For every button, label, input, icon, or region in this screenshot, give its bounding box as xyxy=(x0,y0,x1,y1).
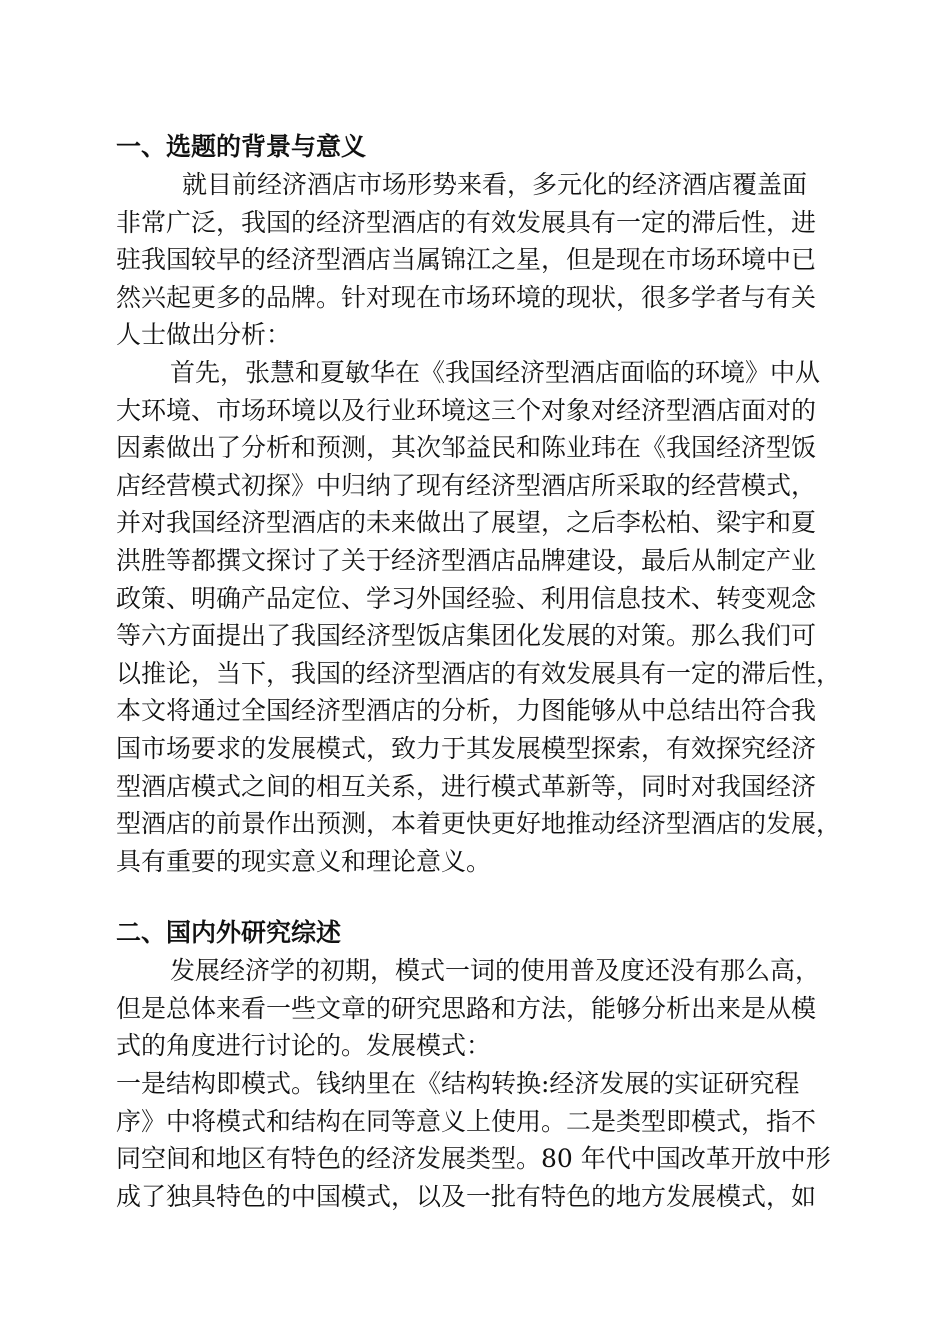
paragraph-line: 具有重要的现实意义和理论意义。 xyxy=(116,846,492,876)
paragraph-line: 国市场要求的发展模式，致力于其发展模型探索，有效探究经济 xyxy=(116,733,817,763)
paragraph-line: 序》中将模式和结构在同等意义上使用。二是类型即模式，指不 xyxy=(116,1106,817,1136)
paragraph-line: 政策、明确产品定位、学习外国经验、利用信息技术、转变观念 xyxy=(116,583,817,613)
paragraph-line: 型酒店的前景作出预测，本着更快更好地推动经济型酒店的发展， xyxy=(116,809,842,839)
paragraph-line: 大环境、市场环境以及行业环境这三个对象对经济型酒店面对的 xyxy=(116,395,817,425)
paragraph-line: 等六方面提出了我国经济型饭店集团化发展的对策。那么我们可 xyxy=(116,621,817,651)
document-body xyxy=(116,128,868,1215)
paragraph-line: 型酒店模式之间的相互关系，进行模式革新等，同时对我国经济 xyxy=(116,771,817,801)
paragraph-line: 因素做出了分析和预测，其次邹益民和陈业玮在《我国经济型饭 xyxy=(116,433,817,463)
paragraph-line: 式的角度进行讨论的。发展模式： xyxy=(116,1031,492,1061)
paragraph-line: 一是结构即模式。钱纳里在《结构转换:经济发展的实证研究程 xyxy=(116,1069,800,1099)
paragraph-line: 本文将通过全国经济型酒店的分析，力图能够从中总结出符合我 xyxy=(116,696,817,726)
section-spacer xyxy=(116,880,868,914)
paragraph-line: 驻我国较早的经济型酒店当属锦江之星，但是现在市场环境中已 xyxy=(116,245,817,275)
paragraph-line: 但是总体来看一些文章的研究思路和方法，能够分析出来是从模 xyxy=(116,993,817,1023)
paragraph-line: 就目前经济酒店市场形势来看，多元化的经济酒店覆盖面 xyxy=(182,170,808,199)
paragraph-line: 洪胜等都撰文探讨了关于经济型酒店品牌建设，最后从制定产业 xyxy=(116,545,817,575)
section-literature-review xyxy=(116,914,868,1215)
paragraph-line: 成了独具特色的中国模式，以及一批有特色的地方发展模式，如 xyxy=(116,1181,817,1211)
paragraph-line: 首先，张慧和夏敏华在《我国经济型酒店面临的环境》中从 xyxy=(170,357,821,387)
paragraph-line: 以推论，当下，我国的经济型酒店的有效发展具有一定的滞后性， xyxy=(116,658,842,688)
paragraph-line: 然兴起更多的品牌。针对现在市场环境的现状，很多学者与有关 xyxy=(116,282,817,312)
paragraph-line: 人士做出分析： xyxy=(116,320,292,350)
section-heading: 一、选题的背景与意义 xyxy=(116,132,367,161)
paragraph-line: 同空间和地区有特色的经济发展类型。80 年代中国改革开放中形 xyxy=(116,1144,831,1174)
paragraph-line: 发展经济学的初期，模式一词的使用普及度还没有那么高， xyxy=(170,956,821,986)
paragraph-line: 并对我国经济型酒店的未来做出了展望，之后李松柏、梁宇和夏 xyxy=(116,508,817,538)
paragraph-line: 非常广泛，我国的经济型酒店的有效发展具有一定的滞后性，进 xyxy=(116,207,817,237)
section-background xyxy=(116,128,868,880)
paragraph-line: 店经营模式初探》中归纳了现有经济型酒店所采取的经营模式， xyxy=(116,470,817,500)
section-heading: 二、国内外研究综述 xyxy=(116,918,342,948)
